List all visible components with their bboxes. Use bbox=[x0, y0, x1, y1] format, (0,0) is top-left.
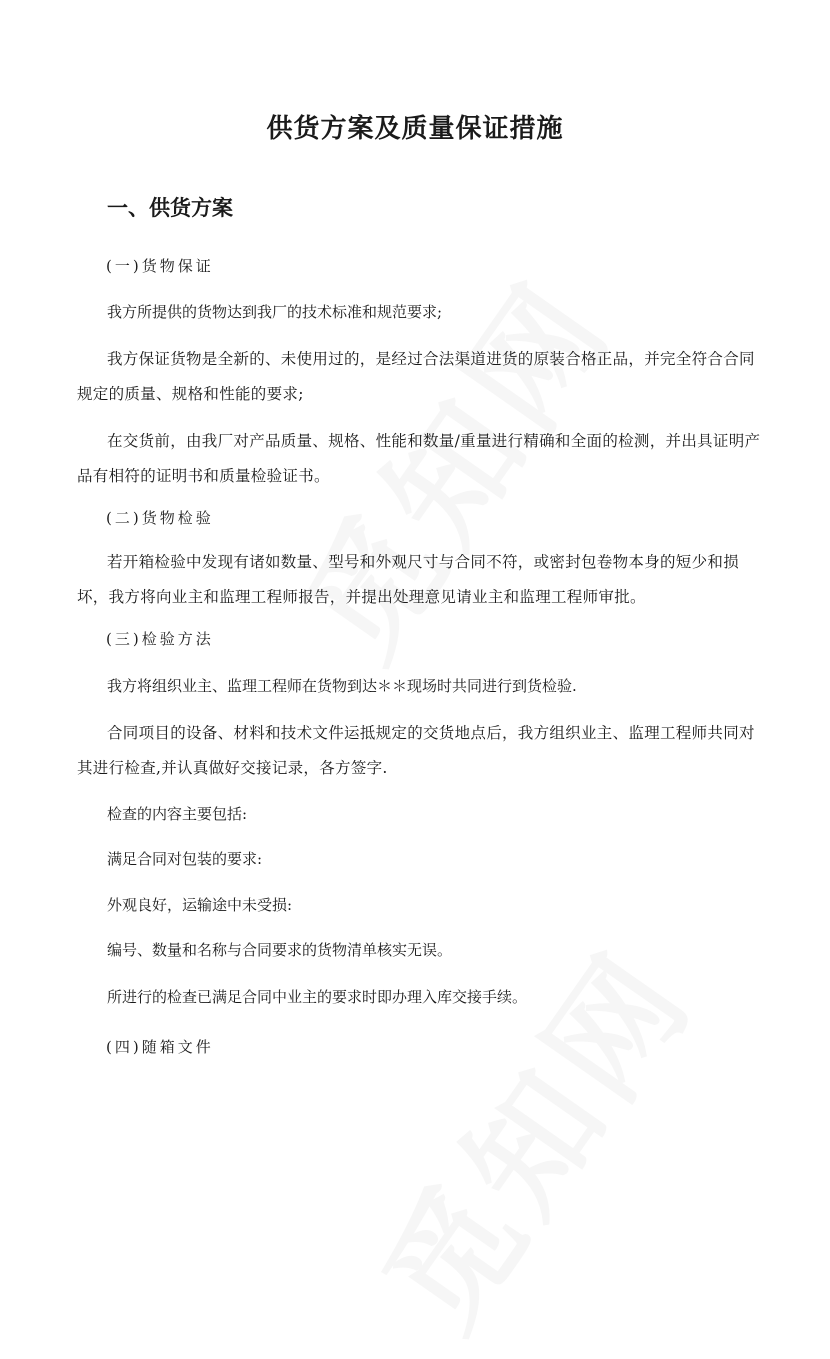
paragraph: 在交货前，由我厂对产品质量、规格、性能和数量/重量进行精确和全面的检测，并出具证明产品有相符的证明书和质量检验证书。 bbox=[77, 432, 761, 485]
watermark bbox=[333, 908, 727, 1359]
paragraph: 我方保证货物是全新的、未使用过的，是经过合法渠道进货的原装合格正品，并完全符合合同规定的质量、规格和性能的要求; bbox=[77, 350, 755, 403]
paragraph: 合同项目的设备、材料和技术文件运抵规定的交货地点后，我方组织业主、监理工程师共同对其进行检查,并认真做好交接记录，各方签字. bbox=[77, 724, 755, 777]
subsection-label: (三)检验方法 bbox=[106, 630, 214, 648]
section-heading: 一、供货方案 bbox=[107, 196, 233, 220]
subsection-label: (二)货物检验 bbox=[106, 509, 214, 527]
paragraph: 编号、数量和名称与合同要求的货物清单核实无误。 bbox=[107, 941, 453, 959]
paragraph: 我方所提供的货物达到我厂的技术标准和规范要求; bbox=[107, 303, 443, 321]
paragraph: 若开箱检验中发现有诸如数量、型号和外观尺寸与合同不符，或密封包卷物本身的短少和损坏，我方将向业主和监理工程师报告，并提出处理意见请业主和监理工程师审批。 bbox=[77, 553, 740, 606]
paragraph: 检查的内容主要包括: bbox=[107, 805, 248, 823]
paragraph: 所进行的检查已满足合同中业主的要求时即办理入库交接手续。 bbox=[107, 988, 528, 1006]
paragraph: 满足合同对包装的要求: bbox=[107, 850, 263, 868]
page-title: 供货方案及质量保证措施 bbox=[266, 114, 564, 144]
paragraph: 我方将组织业主、监理工程师在货物到达＊＊现场时共同进行到货检验. bbox=[107, 677, 577, 695]
paragraph: 外观良好，运输途中未受损: bbox=[107, 896, 293, 914]
subsection-label: (四)随箱文件 bbox=[106, 1038, 214, 1056]
subsection-label: (一)货物保证 bbox=[106, 257, 214, 275]
